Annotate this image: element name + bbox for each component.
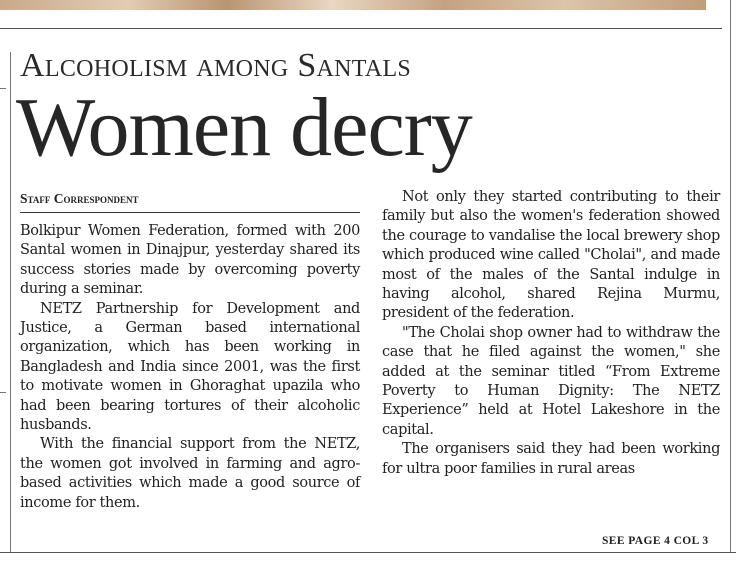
paragraph: The organisers said they had been working for ultra poor families in rural areas (382, 441, 720, 477)
paragraph: NETZ Partnership for Development and Justice, a German based international organization, which has been working in Bangladesh and India since 2001, was the first to motivate women in Ghoraghat upazila who had been bearing tortures of their alcoholic husbands. (20, 300, 360, 434)
continued-on-jump-line: SEE PAGE 4 COL 3 (602, 535, 709, 547)
top-rule (0, 28, 722, 29)
margin-tick (0, 392, 6, 393)
byline-rule (20, 212, 360, 213)
article-column-left (20, 222, 360, 513)
paragraph: With the financial support from the NETZ, the women got involved in farming and agro-based activities which made a good source of income for them. (20, 436, 360, 511)
left-column-rule (10, 52, 11, 552)
paragraph: Not only they started contributing to their family but also the women's federation showed the courage to vandalise the local brewery shop which produced wine called "Cholai", and made most of the males of the Santal indulge in having alcohol, shared Rejina Murmu, president of the federation. (382, 189, 720, 322)
right-column-rule (730, 0, 731, 552)
article-headline: Women decry (16, 81, 472, 174)
article-kicker: Alcoholism among Santals (20, 47, 412, 84)
paragraph: "The Cholai shop owner had to withdraw the case that he filed against the women," she added at the seminar titled “From Extreme Poverty to Human Dignity: The NETZ Experience” held at Hotel Lakeshore in the capital. (382, 324, 720, 438)
photo-strip-edge (0, 0, 706, 10)
article-byline: Staff Correspondent (20, 191, 139, 206)
bottom-rule (0, 552, 736, 553)
margin-tick (0, 88, 6, 89)
paragraph: Bolkipur Women Federation, formed with 200 Santal women in Dinajpur, yesterday shared its success stories made by overcoming poverty during a seminar. (20, 223, 360, 298)
article-column-right (382, 188, 720, 479)
